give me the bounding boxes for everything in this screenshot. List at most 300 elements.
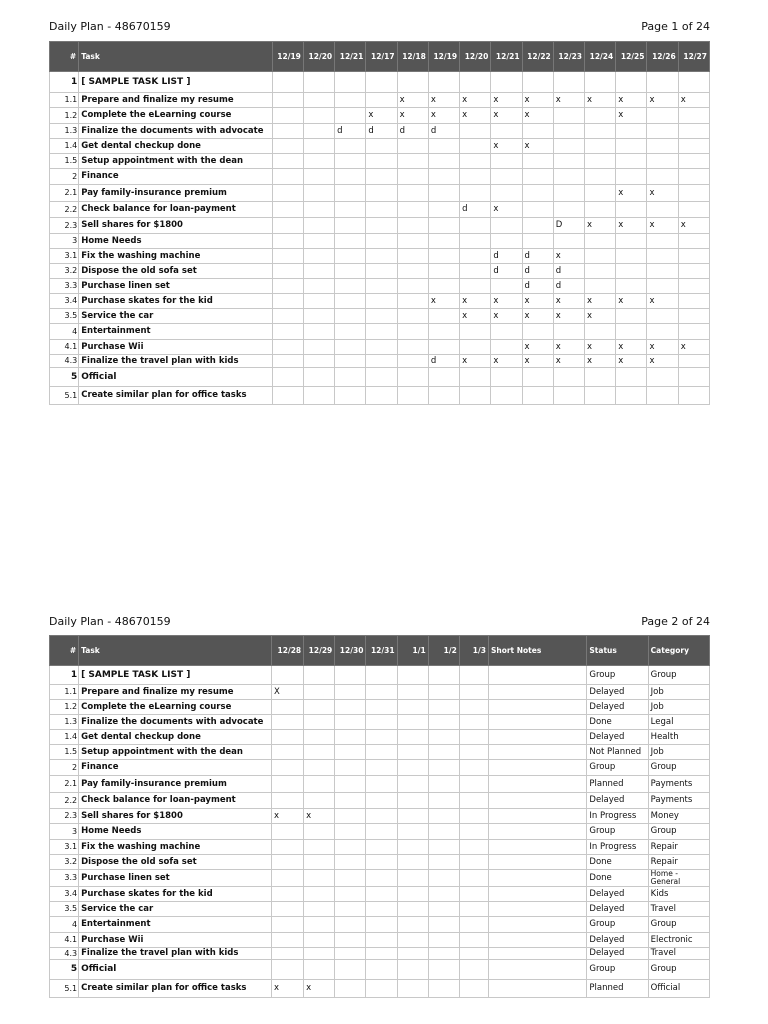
day-mark <box>585 387 616 405</box>
day-mark <box>647 72 678 93</box>
short-notes <box>488 870 586 887</box>
day-mark <box>335 185 366 202</box>
day-mark <box>585 202 616 218</box>
task-number: 2.3 <box>50 218 79 234</box>
day-mark <box>335 948 366 960</box>
day-mark <box>304 700 335 715</box>
col-header-date: 12/21 <box>491 42 522 72</box>
day-mark <box>678 234 709 249</box>
table-row <box>50 700 710 715</box>
page-number: Page 1 of 24 <box>641 20 710 33</box>
day-mark <box>428 666 459 685</box>
short-notes <box>488 776 586 793</box>
day-mark <box>647 108 678 124</box>
status-value: Done <box>587 870 648 887</box>
short-notes <box>488 700 586 715</box>
day-mark <box>522 234 553 249</box>
day-mark <box>272 249 303 264</box>
task-number: 1.4 <box>50 139 79 154</box>
table-row <box>50 202 710 218</box>
day-mark: d <box>428 124 459 139</box>
day-mark <box>647 368 678 387</box>
day-mark: d <box>553 279 584 294</box>
day-mark <box>428 980 459 998</box>
day-mark <box>460 324 491 340</box>
day-mark <box>304 887 335 902</box>
day-mark <box>397 745 428 760</box>
day-mark <box>428 870 459 887</box>
short-notes <box>488 715 586 730</box>
task-name: [ SAMPLE TASK LIST ] <box>79 72 272 93</box>
day-mark: x <box>304 980 335 998</box>
day-mark <box>303 218 334 234</box>
task-number: 3.4 <box>50 294 79 309</box>
day-mark: x <box>647 340 678 355</box>
day-mark: d <box>553 264 584 279</box>
task-number: 4.3 <box>50 948 79 960</box>
day-mark: x <box>491 108 522 124</box>
task-number: 3.4 <box>50 887 79 902</box>
table-row <box>50 855 710 870</box>
day-mark <box>678 355 709 368</box>
page-header <box>49 615 710 631</box>
short-notes <box>488 685 586 700</box>
day-mark: x <box>585 93 616 108</box>
day-mark <box>491 154 522 169</box>
day-mark <box>304 840 335 855</box>
day-mark <box>272 355 303 368</box>
task-name: Create similar plan for office tasks <box>79 980 272 998</box>
day-mark <box>335 324 366 340</box>
day-mark <box>459 960 488 980</box>
day-mark <box>428 202 459 218</box>
day-mark <box>335 855 366 870</box>
task-name: Complete the eLearning course <box>79 700 272 715</box>
day-mark <box>460 72 491 93</box>
day-mark <box>272 917 304 933</box>
task-number: 2.1 <box>50 776 79 793</box>
day-mark <box>366 309 397 324</box>
day-mark <box>428 279 459 294</box>
day-mark <box>366 887 397 902</box>
table-row <box>50 139 710 154</box>
day-mark <box>303 139 334 154</box>
day-mark: x <box>522 93 553 108</box>
day-mark: x <box>647 355 678 368</box>
day-mark <box>491 218 522 234</box>
day-mark <box>491 279 522 294</box>
table-row <box>50 870 710 887</box>
col-header-date: 12/30 <box>335 636 366 666</box>
table-row <box>50 124 710 139</box>
day-mark <box>272 72 303 93</box>
day-mark <box>459 760 488 776</box>
day-mark <box>366 980 397 998</box>
day-mark <box>335 355 366 368</box>
day-mark <box>366 340 397 355</box>
day-mark <box>335 72 366 93</box>
day-mark <box>366 218 397 234</box>
day-mark <box>335 870 366 887</box>
day-mark: x <box>522 309 553 324</box>
short-notes <box>488 960 586 980</box>
day-mark <box>335 730 366 745</box>
day-mark <box>585 139 616 154</box>
col-header-date: 12/19 <box>428 42 459 72</box>
day-mark <box>585 264 616 279</box>
task-name: Purchase Wii <box>79 933 272 948</box>
day-mark <box>303 355 334 368</box>
day-mark <box>428 340 459 355</box>
col-header-date: 12/31 <box>366 636 397 666</box>
task-number: 1.1 <box>50 93 79 108</box>
day-mark <box>304 715 335 730</box>
day-mark <box>678 249 709 264</box>
day-mark <box>491 324 522 340</box>
day-mark <box>366 154 397 169</box>
day-mark <box>428 902 459 917</box>
day-mark: d <box>335 124 366 139</box>
day-mark: x <box>585 309 616 324</box>
day-mark <box>303 309 334 324</box>
day-mark <box>366 355 397 368</box>
table-row <box>50 355 710 368</box>
day-mark <box>460 185 491 202</box>
day-mark <box>304 730 335 745</box>
task-name: Fix the washing machine <box>79 840 272 855</box>
task-name: Create similar plan for office tasks <box>79 387 272 405</box>
day-mark <box>428 324 459 340</box>
col-header-date: 1/3 <box>459 636 488 666</box>
day-mark <box>366 279 397 294</box>
table-row <box>50 666 710 685</box>
table-row <box>50 730 710 745</box>
day-mark <box>459 745 488 760</box>
day-mark <box>335 264 366 279</box>
task-number: 3.1 <box>50 840 79 855</box>
day-mark <box>366 933 397 948</box>
day-mark <box>553 72 584 93</box>
day-mark <box>459 793 488 809</box>
day-mark <box>272 824 304 840</box>
task-name: Service the car <box>79 902 272 917</box>
day-mark <box>272 793 304 809</box>
status-value: Group <box>587 960 648 980</box>
day-mark <box>459 666 488 685</box>
table-header-row <box>50 42 710 72</box>
day-mark <box>272 324 303 340</box>
day-mark <box>491 169 522 185</box>
plan-table-page-2 <box>49 635 710 998</box>
table-row <box>50 368 710 387</box>
short-notes <box>488 933 586 948</box>
status-value: Delayed <box>587 902 648 917</box>
col-header-date: 12/20 <box>303 42 334 72</box>
task-name: Prepare and finalize my resume <box>79 93 272 108</box>
day-mark <box>303 324 334 340</box>
day-mark <box>303 368 334 387</box>
day-mark <box>647 234 678 249</box>
col-header-date: 1/2 <box>428 636 459 666</box>
day-mark <box>397 139 428 154</box>
day-mark <box>304 776 335 793</box>
day-mark: x <box>553 309 584 324</box>
col-header-date: 12/20 <box>460 42 491 72</box>
day-mark <box>397 387 428 405</box>
day-mark <box>397 368 428 387</box>
day-mark <box>304 933 335 948</box>
day-mark <box>459 870 488 887</box>
category-value: Repair <box>648 840 709 855</box>
day-mark <box>272 218 303 234</box>
day-mark <box>366 387 397 405</box>
day-mark <box>460 124 491 139</box>
day-mark <box>366 700 397 715</box>
day-mark <box>647 249 678 264</box>
short-notes <box>488 917 586 933</box>
table-row <box>50 387 710 405</box>
short-notes <box>488 948 586 960</box>
day-mark <box>428 809 459 824</box>
col-header-date: 12/22 <box>522 42 553 72</box>
table-row <box>50 824 710 840</box>
day-mark <box>335 824 366 840</box>
day-mark <box>460 154 491 169</box>
task-number: 5 <box>50 368 79 387</box>
col-header-date: 12/27 <box>678 42 709 72</box>
day-mark <box>397 202 428 218</box>
day-mark <box>428 185 459 202</box>
task-number: 1.1 <box>50 685 79 700</box>
day-mark <box>272 933 304 948</box>
day-mark <box>678 279 709 294</box>
day-mark <box>272 870 304 887</box>
day-mark <box>303 124 334 139</box>
day-mark <box>647 139 678 154</box>
day-mark <box>272 730 304 745</box>
day-mark: d <box>460 202 491 218</box>
day-mark: x <box>585 355 616 368</box>
day-mark <box>585 324 616 340</box>
day-mark: x <box>491 355 522 368</box>
day-mark <box>553 234 584 249</box>
day-mark: x <box>678 340 709 355</box>
table-row <box>50 960 710 980</box>
table-row <box>50 324 710 340</box>
day-mark <box>397 793 428 809</box>
day-mark <box>335 666 366 685</box>
status-value: Delayed <box>587 933 648 948</box>
status-value: Delayed <box>587 685 648 700</box>
day-mark: d <box>491 249 522 264</box>
day-mark <box>272 185 303 202</box>
day-mark: x <box>460 294 491 309</box>
short-notes <box>488 760 586 776</box>
day-mark <box>366 855 397 870</box>
day-mark <box>678 309 709 324</box>
day-mark <box>397 870 428 887</box>
day-mark <box>678 387 709 405</box>
day-mark <box>397 960 428 980</box>
day-mark <box>459 776 488 793</box>
day-mark <box>272 368 303 387</box>
day-mark: d <box>522 249 553 264</box>
task-number: 2 <box>50 169 79 185</box>
task-name: [ SAMPLE TASK LIST ] <box>79 666 272 685</box>
day-mark <box>647 124 678 139</box>
task-number: 2.2 <box>50 202 79 218</box>
day-mark <box>647 169 678 185</box>
day-mark <box>335 917 366 933</box>
day-mark: x <box>647 185 678 202</box>
task-name: Sell shares for $1800 <box>79 218 272 234</box>
day-mark: x <box>616 340 647 355</box>
day-mark <box>459 700 488 715</box>
day-mark <box>303 279 334 294</box>
col-header-notes: Short Notes <box>488 636 586 666</box>
task-name: Setup appointment with the dean <box>79 745 272 760</box>
day-mark <box>303 387 334 405</box>
task-number: 5 <box>50 960 79 980</box>
day-mark: d <box>366 124 397 139</box>
status-value: Done <box>587 715 648 730</box>
day-mark <box>678 185 709 202</box>
day-mark: x <box>272 980 304 998</box>
day-mark <box>335 154 366 169</box>
day-mark <box>397 234 428 249</box>
day-mark <box>366 666 397 685</box>
day-mark <box>647 324 678 340</box>
day-mark: x <box>460 93 491 108</box>
day-mark <box>553 185 584 202</box>
day-mark: x <box>647 218 678 234</box>
day-mark <box>335 980 366 998</box>
status-value: Delayed <box>587 948 648 960</box>
day-mark <box>553 387 584 405</box>
task-number: 2.1 <box>50 185 79 202</box>
status-value: Delayed <box>587 700 648 715</box>
table-row <box>50 154 710 169</box>
day-mark: x <box>428 108 459 124</box>
day-mark: x <box>491 294 522 309</box>
day-mark <box>459 685 488 700</box>
day-mark <box>397 776 428 793</box>
day-mark <box>272 264 303 279</box>
day-mark <box>397 824 428 840</box>
day-mark <box>459 980 488 998</box>
category-value: Money <box>648 809 709 824</box>
day-mark <box>335 368 366 387</box>
day-mark <box>272 902 304 917</box>
day-mark <box>272 124 303 139</box>
table-row <box>50 93 710 108</box>
task-number: 1 <box>50 72 79 93</box>
day-mark <box>335 700 366 715</box>
day-mark <box>366 685 397 700</box>
task-name: Home Needs <box>79 234 272 249</box>
day-mark <box>397 72 428 93</box>
day-mark <box>272 948 304 960</box>
status-value: Done <box>587 855 648 870</box>
day-mark <box>553 124 584 139</box>
category-value: Payments <box>648 793 709 809</box>
day-mark <box>460 234 491 249</box>
table-row <box>50 108 710 124</box>
day-mark: x <box>647 294 678 309</box>
task-name: Finance <box>79 760 272 776</box>
day-mark: x <box>522 108 553 124</box>
col-header-category: Category <box>648 636 709 666</box>
page-header <box>49 20 710 36</box>
day-mark <box>428 234 459 249</box>
day-mark <box>335 309 366 324</box>
day-mark <box>335 340 366 355</box>
task-name: Pay family-insurance premium <box>79 776 272 793</box>
day-mark <box>397 980 428 998</box>
day-mark <box>491 340 522 355</box>
day-mark <box>428 793 459 809</box>
table-row <box>50 309 710 324</box>
page-1 <box>49 20 710 401</box>
day-mark <box>491 234 522 249</box>
day-mark <box>460 169 491 185</box>
day-mark <box>335 902 366 917</box>
day-mark <box>522 202 553 218</box>
category-value: Travel <box>648 902 709 917</box>
day-mark <box>428 154 459 169</box>
task-name: Get dental checkup done <box>79 730 272 745</box>
table-row <box>50 279 710 294</box>
day-mark <box>553 108 584 124</box>
day-mark <box>366 809 397 824</box>
task-number: 1.4 <box>50 730 79 745</box>
day-mark <box>272 108 303 124</box>
plan-table-page-1 <box>49 41 710 405</box>
task-number: 1 <box>50 666 79 685</box>
day-mark <box>335 933 366 948</box>
day-mark <box>366 249 397 264</box>
day-mark <box>335 139 366 154</box>
day-mark <box>304 948 335 960</box>
day-mark <box>272 760 304 776</box>
day-mark <box>304 824 335 840</box>
table-row <box>50 760 710 776</box>
category-value: Home - General <box>648 870 709 887</box>
table-row <box>50 715 710 730</box>
day-mark <box>460 340 491 355</box>
day-mark: x <box>460 309 491 324</box>
day-mark <box>428 730 459 745</box>
table-row <box>50 185 710 202</box>
day-mark <box>397 715 428 730</box>
day-mark <box>366 793 397 809</box>
day-mark <box>272 715 304 730</box>
day-mark <box>459 933 488 948</box>
day-mark <box>585 185 616 202</box>
day-mark <box>459 855 488 870</box>
day-mark <box>522 72 553 93</box>
day-mark <box>366 185 397 202</box>
table-row <box>50 980 710 998</box>
day-mark: x <box>616 108 647 124</box>
day-mark <box>459 840 488 855</box>
day-mark <box>303 202 334 218</box>
day-mark <box>491 387 522 405</box>
table-row <box>50 776 710 793</box>
day-mark <box>272 202 303 218</box>
day-mark: d <box>428 355 459 368</box>
day-mark <box>553 368 584 387</box>
